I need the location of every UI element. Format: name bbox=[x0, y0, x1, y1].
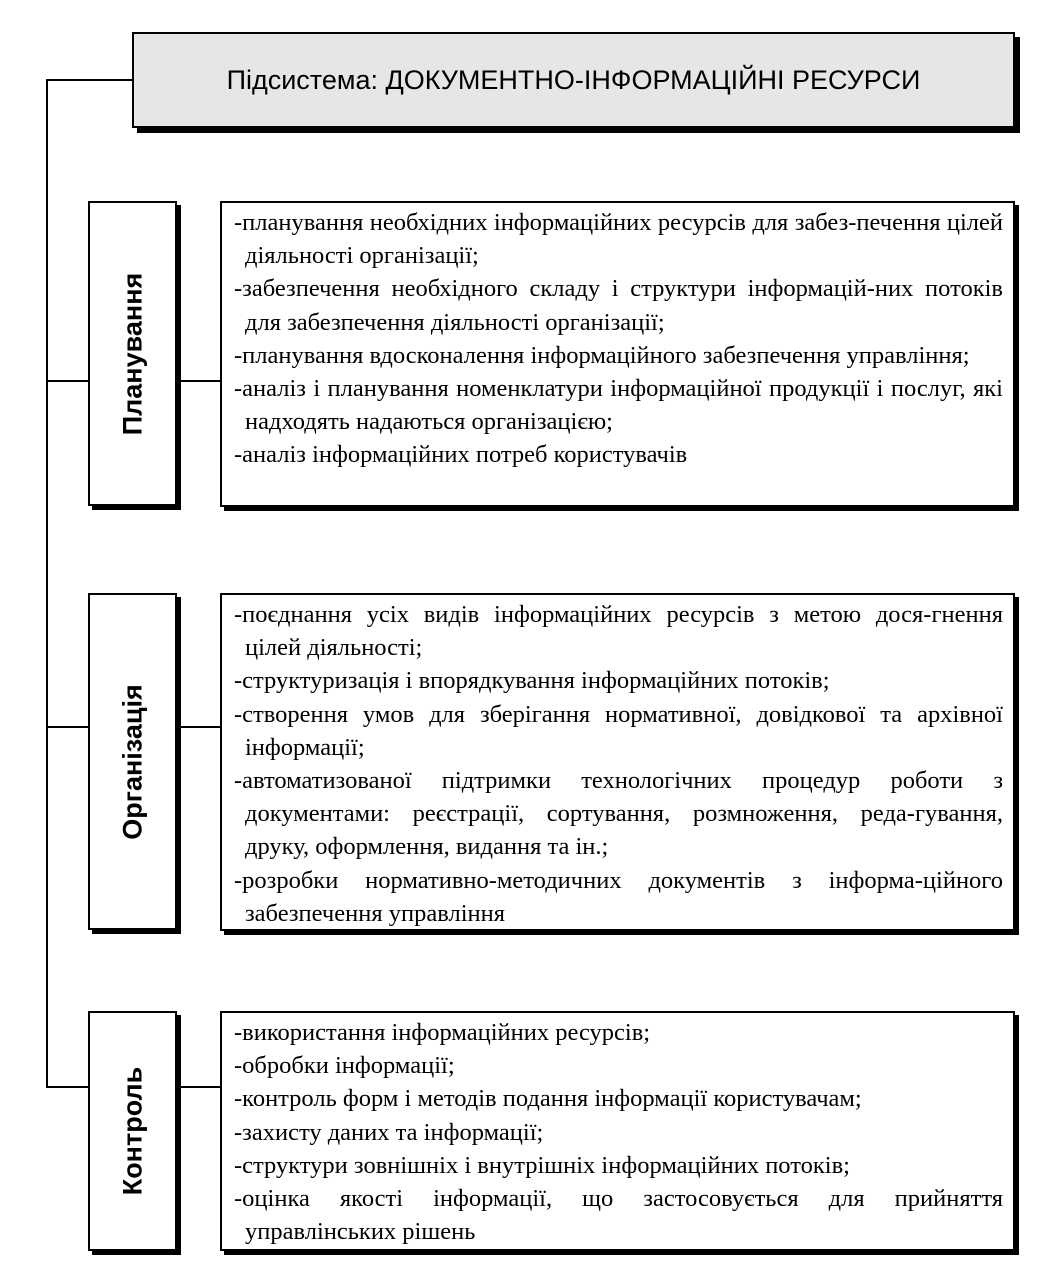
list-item: -захисту даних та інформації; bbox=[234, 1118, 544, 1146]
control-label-box bbox=[88, 1011, 177, 1251]
list-item: -створення умов для зберігання нормативної, довідкової та архівної інформації; bbox=[234, 700, 1003, 761]
planning-link bbox=[177, 380, 220, 382]
list-item: -структуризація і впорядкування інформаційних потоків; bbox=[234, 667, 830, 695]
list-item: -планування вдосконалення інформаційного забезпечення управління; bbox=[234, 341, 970, 369]
planning-content-box bbox=[220, 201, 1015, 507]
organization-content-box bbox=[220, 593, 1015, 931]
organization-label-box bbox=[88, 593, 177, 930]
trunk-line bbox=[46, 79, 48, 1088]
list-item: -планування необхідних інформаційних ресурсів для забез-печення цілей діяльності організації; bbox=[234, 209, 1003, 270]
list-item: -розробки нормативно-методичних документів з інформа-ційного забезпечення управління bbox=[234, 866, 1003, 927]
subsystem-title: Підсистема: ДОКУМЕНТНО-ІНФОРМАЦІЙНІ РЕСУРСИ bbox=[226, 64, 921, 95]
control-label: Контроль bbox=[117, 1066, 147, 1196]
control-link bbox=[177, 1086, 220, 1088]
header-connector bbox=[46, 79, 132, 81]
list-item: -обробки інформації; bbox=[234, 1052, 455, 1080]
list-item: -контроль форм і методів подання інформації користувачам; bbox=[234, 1085, 862, 1113]
planning-connector bbox=[46, 380, 88, 382]
organization-connector bbox=[46, 726, 88, 728]
list-item: -автоматизованої підтримки технологічних процедур роботи з документами: реєстрації, сортування, розмноження, реда-гування, друку, оформлення, видання та ін.; bbox=[234, 767, 1003, 861]
organization-link bbox=[177, 726, 220, 728]
control-connector bbox=[46, 1086, 88, 1088]
list-item: -аналіз інформаційних потреб користувачів bbox=[234, 441, 688, 469]
control-content-box bbox=[220, 1011, 1015, 1251]
subsystem-header bbox=[132, 32, 1015, 128]
list-item: -аналіз і планування номенклатури інформаційної продукції і послуг, які надходять надаються організацією; bbox=[234, 375, 1003, 436]
list-item: -поєднання усіх видів інформаційних ресурсів з метою дося-гнення цілей діяльності; bbox=[234, 601, 1003, 662]
organization-label: Організація bbox=[117, 683, 147, 840]
list-item: -структури зовнішніх і внутрішніх інформаційних потоків; bbox=[234, 1151, 850, 1179]
list-item: -оцінка якості інформації, що застосовується для прийняття управлінських рішень bbox=[234, 1185, 1003, 1246]
list-item: -використання інформаційних ресурсів; bbox=[234, 1019, 651, 1046]
list-item: -забезпечення необхідного складу і структури інформацій-них потоків для забезпечення діяльності організації; bbox=[234, 275, 1003, 336]
planning-label: Планування bbox=[117, 272, 147, 435]
planning-label-box bbox=[88, 201, 177, 506]
